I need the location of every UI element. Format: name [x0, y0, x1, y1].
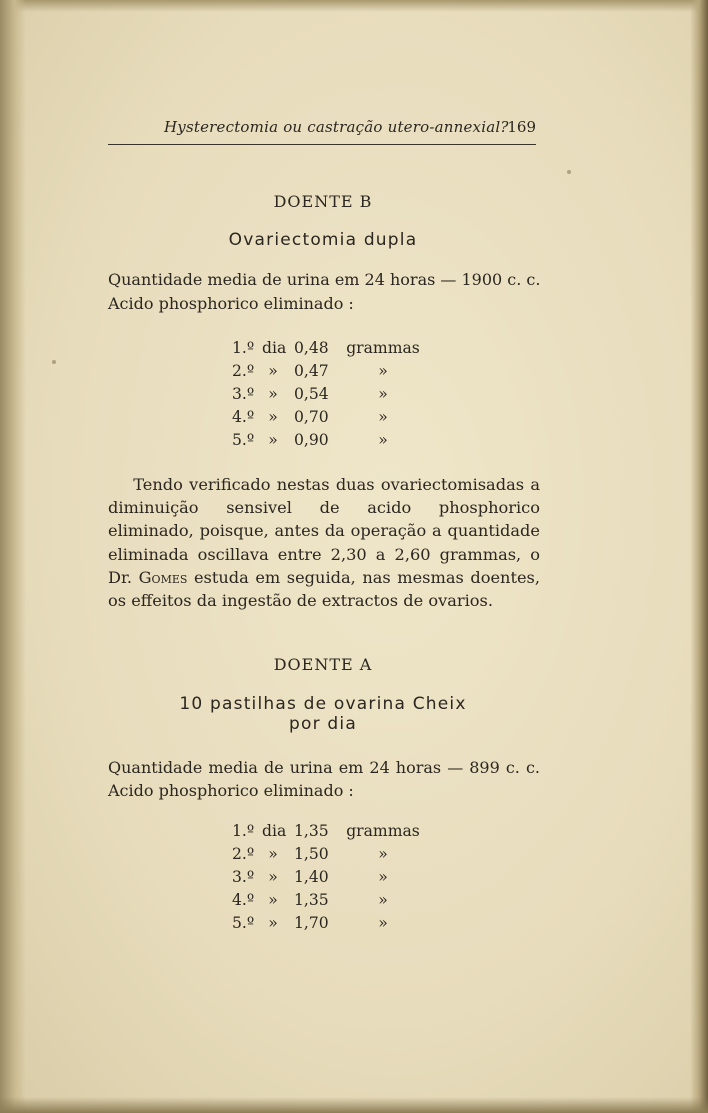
day-cell: 2.º	[232, 362, 255, 380]
value-cell: 0,48	[294, 339, 329, 357]
ditto-mark: »	[378, 868, 388, 886]
body-paragraph	[108, 473, 540, 619]
value-cell: 0,54	[294, 385, 329, 403]
value-cell: 1,40	[294, 868, 329, 886]
patient-heading-a: DOENTE A	[273, 655, 373, 674]
day-cell: 4.º	[232, 891, 255, 909]
day-label-cell: dia	[262, 822, 287, 840]
acid-label: Acido phosphorico eliminado :	[108, 294, 354, 313]
ditto-mark: »	[268, 431, 278, 449]
paragraph-text-part: Tendo verificado nestas duas ovariectomisadas a diminuição sensivel de acido phosphorico eliminado, poisque, antes da operação a quantidade eliminada oscillava entre 2,30 a 2,60 grammas, o Dr.	[108, 475, 540, 587]
page-edge-right	[690, 0, 708, 1113]
value-cell: 0,90	[294, 431, 329, 449]
day-cell: 1.º	[232, 339, 255, 357]
ditto-mark: »	[378, 385, 388, 403]
header-rule	[108, 144, 536, 145]
day-cell: 3.º	[232, 868, 255, 886]
value-cell: 1,50	[294, 845, 329, 863]
ditto-mark: »	[378, 408, 388, 426]
phosphoric-acid-table-a	[232, 822, 432, 934]
unit-cell: grammas	[346, 339, 420, 357]
paper-spot	[52, 360, 56, 364]
phosphoric-acid-table-b	[232, 339, 432, 451]
day-cell: 4.º	[232, 408, 255, 426]
ditto-mark: »	[268, 914, 278, 932]
ditto-mark: »	[268, 408, 278, 426]
page-number: 169	[507, 118, 536, 136]
ditto-mark: »	[268, 868, 278, 886]
paragraph-text	[108, 473, 540, 612]
day-label-cell: dia	[262, 339, 287, 357]
ditto-mark: »	[378, 845, 388, 863]
ditto-mark: »	[378, 362, 388, 380]
value-cell: 1,70	[294, 914, 329, 932]
ditto-mark: »	[268, 891, 278, 909]
day-cell: 5.º	[232, 914, 255, 932]
day-cell: 1.º	[232, 822, 255, 840]
urine-quantity-line: Quantidade media de urina em 24 horas — 1900 c. c.	[108, 270, 541, 289]
ditto-mark: »	[378, 914, 388, 932]
day-cell: 3.º	[232, 385, 255, 403]
value-cell: 1,35	[294, 891, 329, 909]
subtitle-ovarina-line2: por dia	[289, 714, 357, 734]
acid-label: Acido phosphorico eliminado :	[108, 781, 354, 800]
page-edge-bottom	[0, 1097, 708, 1113]
paragraph-text-part: estuda em seguida, nas mesmas doentes, os effeitos da ingestão de extractos de ovarios.	[108, 567, 540, 611]
value-cell: 0,47	[294, 362, 329, 380]
value-cell: 1,35	[294, 822, 329, 840]
unit-cell: grammas	[346, 822, 420, 840]
ditto-mark: »	[268, 385, 278, 403]
urine-quantity-line: Quantidade media de urina em 24 horas — 899 c. c.	[108, 758, 540, 777]
ditto-mark: »	[378, 891, 388, 909]
ditto-mark: »	[268, 845, 278, 863]
ditto-mark: »	[378, 431, 388, 449]
day-cell: 2.º	[232, 845, 255, 863]
subtitle-ovarina-line1: 10 pastilhas de ovarina Cheix	[179, 694, 467, 714]
day-cell: 5.º	[232, 431, 255, 449]
page-edge-top	[0, 0, 708, 12]
page-binding-left	[0, 0, 26, 1113]
patient-heading-b: DOENTE B	[273, 192, 373, 211]
author-name: Gomes	[138, 567, 188, 587]
subtitle-ovariectomy: Ovariectomia dupla	[228, 230, 418, 250]
running-head	[108, 118, 538, 142]
running-title: Hysterectomia ou castração utero-annexial?	[164, 118, 509, 136]
ditto-mark: »	[268, 362, 278, 380]
value-cell: 0,70	[294, 408, 329, 426]
paper-spot	[567, 170, 571, 174]
